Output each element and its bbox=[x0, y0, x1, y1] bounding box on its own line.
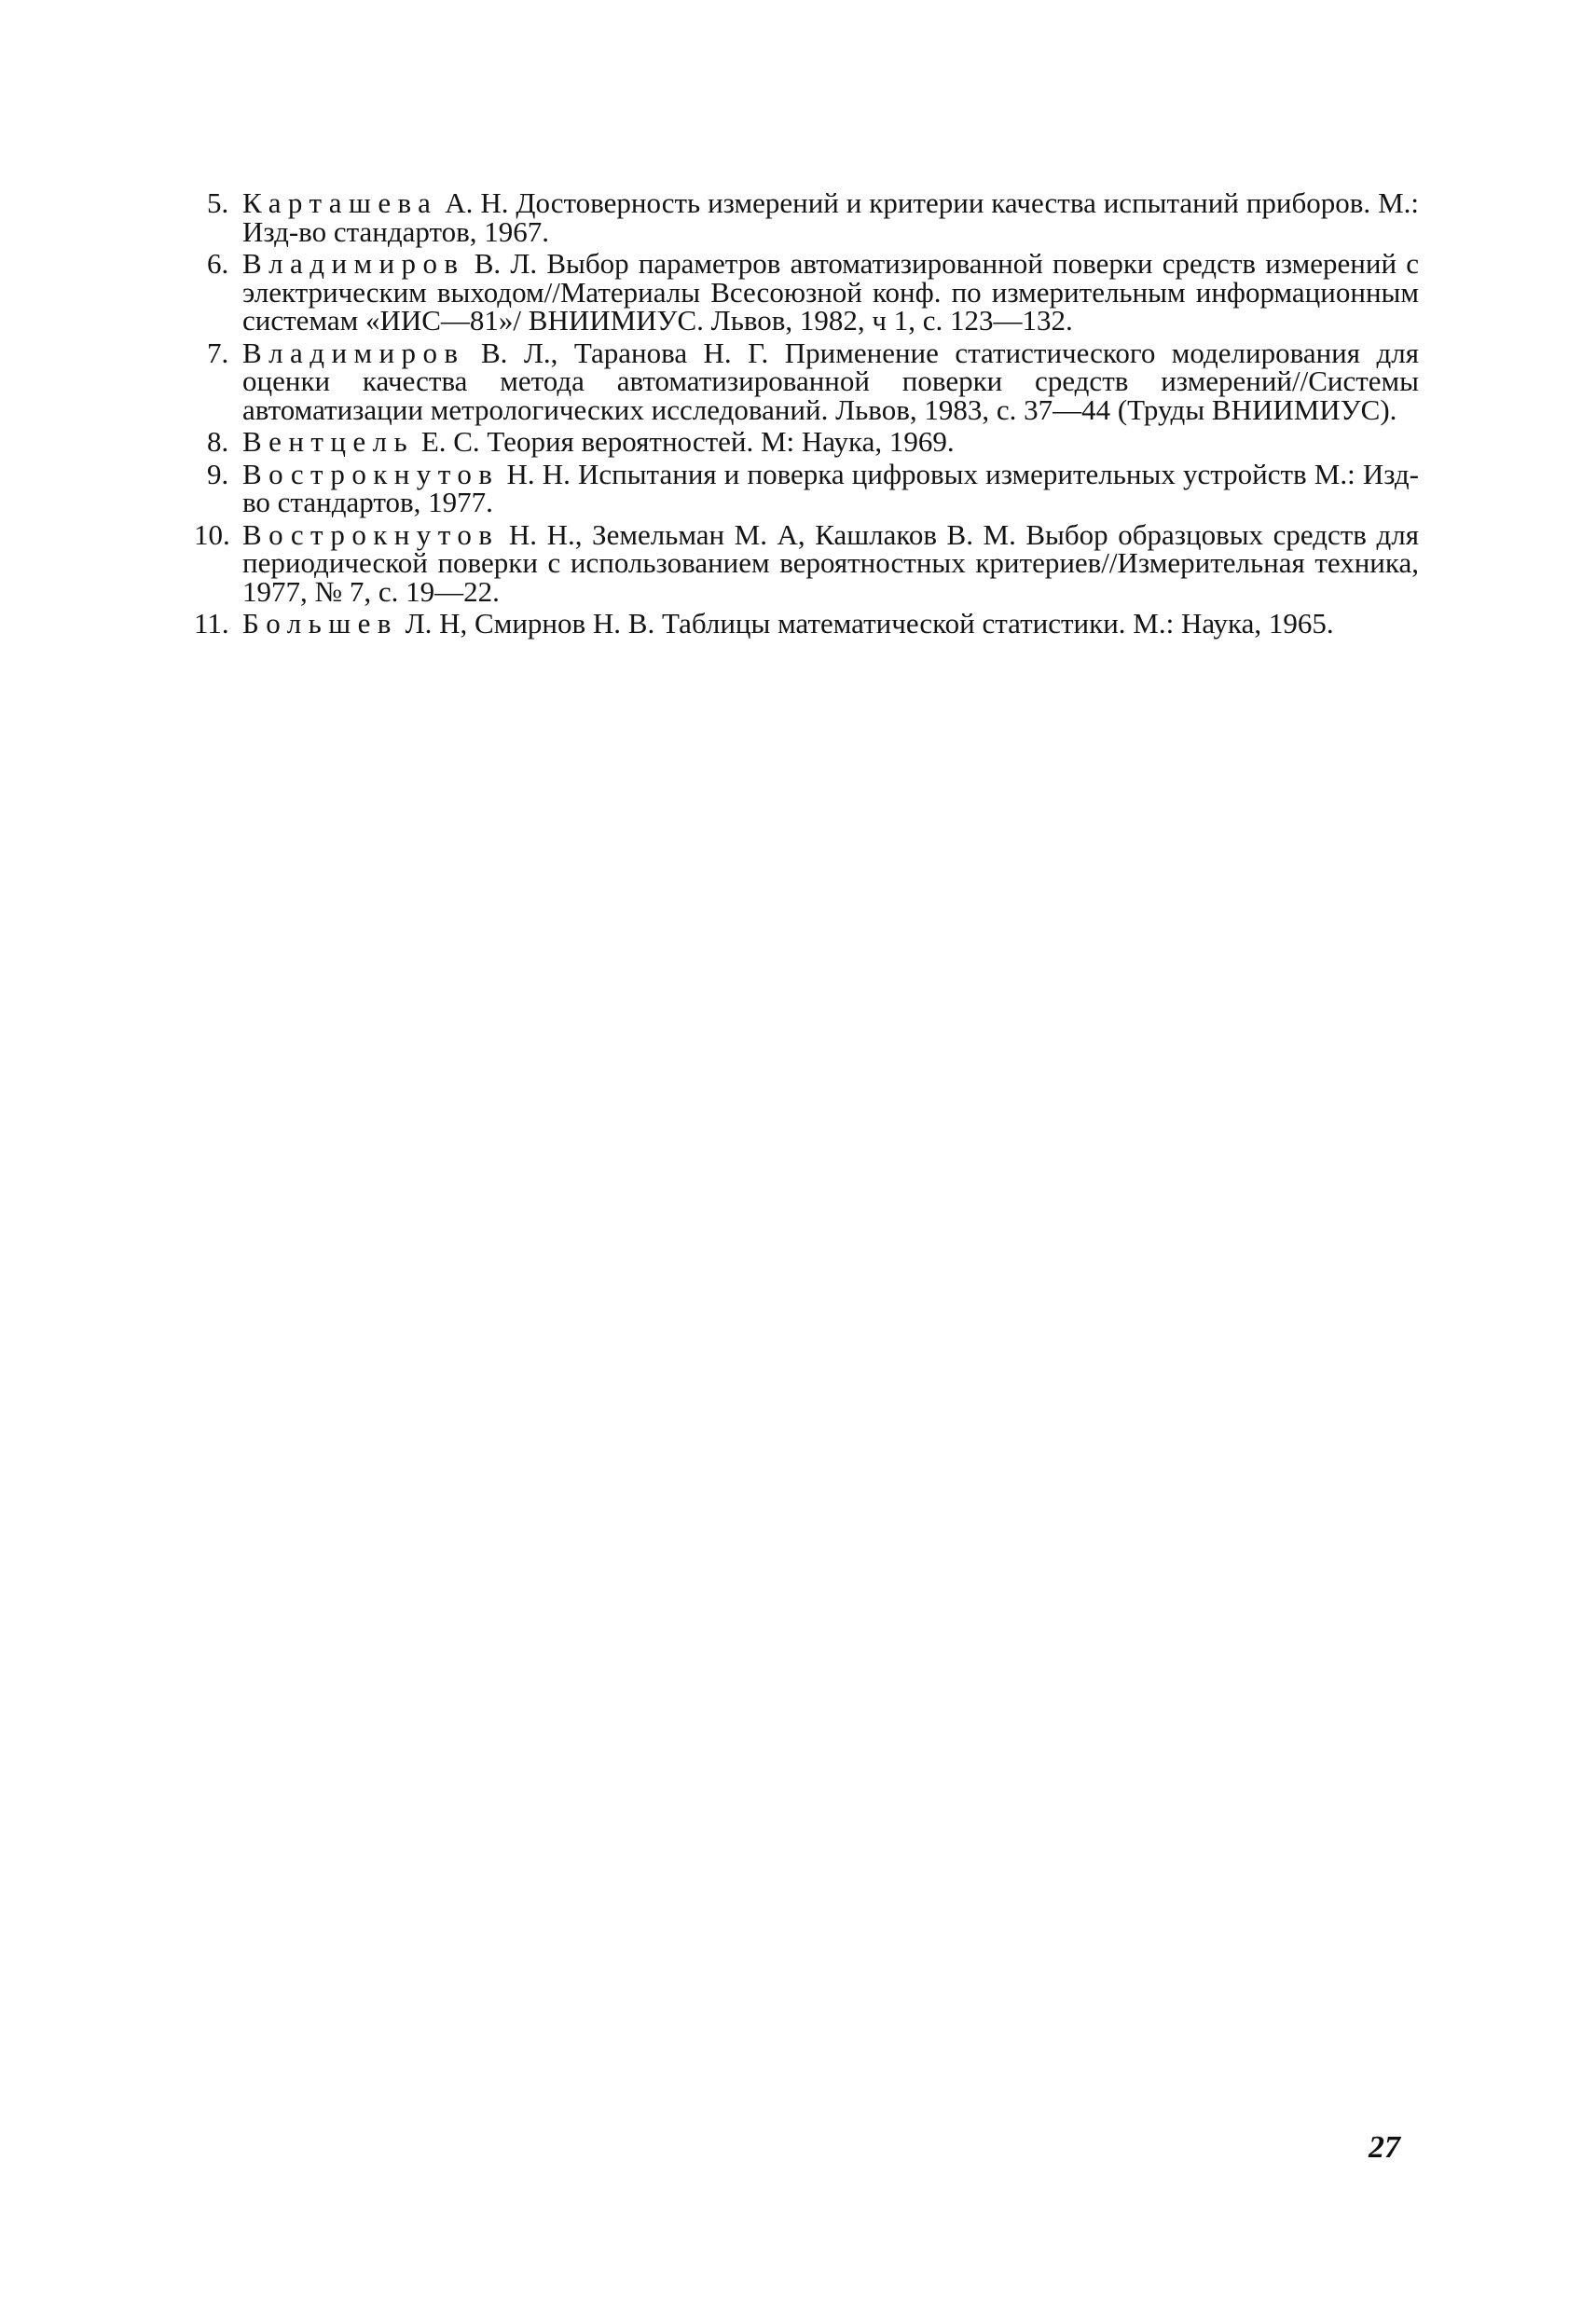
reference-number: 10. bbox=[194, 517, 230, 551]
reference-author: Вострокнутов bbox=[242, 457, 500, 490]
reference-author: Большев bbox=[242, 607, 398, 640]
reference-author: Владимиров bbox=[242, 247, 465, 280]
reference-item bbox=[194, 517, 1419, 608]
reference-text: Е. С. Теория вероятностей. М: Наука, 1969. bbox=[414, 425, 955, 458]
reference-author: Владимиров bbox=[242, 336, 465, 369]
reference-number: 7. bbox=[207, 336, 229, 369]
reference-number: 6. bbox=[207, 247, 229, 280]
reference-text: А. Н. Достоверность измерений и критерии качества испытаний приборов. М.: Изд-во стандартов, 1967. bbox=[242, 186, 1419, 248]
reference-number: 11. bbox=[194, 607, 229, 640]
reference-list bbox=[194, 186, 1419, 642]
reference-author: Вентцель bbox=[242, 425, 415, 458]
reference-text: В. Л., Таранова Н. Г. Применение статистического моделирования для оценки качества метода автоматизированной поверки средств измерений//Системы автоматизации метрологических исследований. Львов, 1983, с. 37—44 (Труды ВНИИМИУС). bbox=[242, 336, 1419, 426]
reference-number: 5. bbox=[207, 186, 229, 219]
reference-item bbox=[207, 425, 1419, 458]
reference-item bbox=[207, 457, 1419, 518]
reference-text: В. Л. Выбор параметров автоматизированной поверки средств измерений с электрическим выходом//Материалы Всесоюзной конф. по измерительным информационным системам «ИИС—81»/ ВНИИМИУС. Львов, 1982, ч 1, с. 123—132. bbox=[242, 247, 1419, 337]
reference-item bbox=[194, 607, 1419, 640]
reference-text: Л. Н, Смирнов Н. В. Таблицы математической статистики. М.: Наука, 1965. bbox=[397, 607, 1334, 640]
reference-number: 9. bbox=[207, 457, 229, 490]
reference-author: Карташева bbox=[242, 186, 438, 219]
reference-item bbox=[207, 186, 1419, 248]
reference-text: Н. Н. Испытания и поверка цифровых измерительных устройств М.: Изд-во стандартов, 1977. bbox=[242, 457, 1419, 518]
reference-item bbox=[207, 336, 1419, 426]
reference-number: 8. bbox=[207, 425, 229, 458]
reference-item bbox=[207, 247, 1419, 337]
reference-text: Н. Н., Земельман М. А, Кашлаков В. М. Выбор образцовых средств для периодической поверки с использованием вероятностных критериев//Измерительная техника, 1977, № 7, с. 19—22. bbox=[242, 517, 1419, 608]
reference-author: Вострокнутов bbox=[242, 517, 500, 551]
page-number: 27 bbox=[1369, 2130, 1400, 2165]
